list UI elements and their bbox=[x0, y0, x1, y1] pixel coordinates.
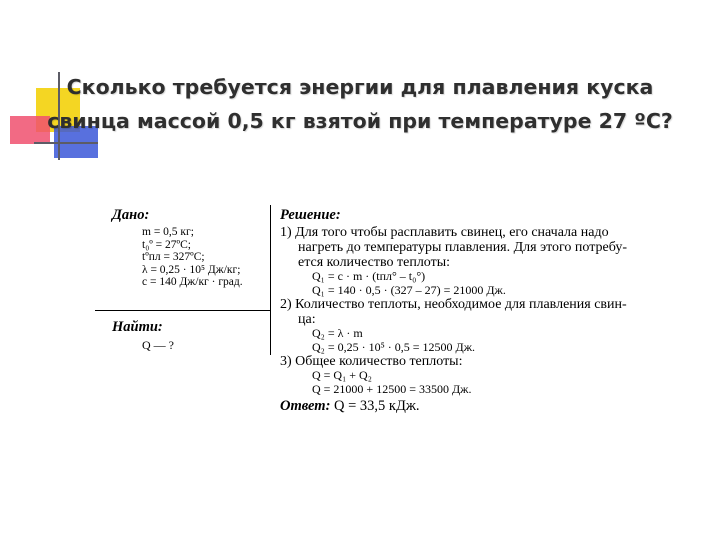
given-line: λ = 0,25 · 10⁵ Дж/кг; bbox=[142, 263, 241, 276]
solution-step-1-line: ется количество теплоты: bbox=[298, 255, 451, 270]
title-line-1: Сколько требуется энергии для плавления куска bbox=[66, 75, 654, 99]
solution-step-1-line: 1) Для того чтобы расплавить свинец, его сначала надо bbox=[280, 225, 609, 240]
given-line: tºпл = 327ºС; bbox=[142, 251, 205, 263]
formula-line: Q₂ = λ · m bbox=[312, 326, 363, 340]
section-divider bbox=[270, 205, 271, 355]
title-line-2: свинца массой 0,5 кг взятой при температуре 27 ºС? bbox=[47, 109, 673, 133]
given-find-divider bbox=[95, 310, 271, 311]
answer-line bbox=[280, 397, 710, 415]
formula-line: Q₂ = 0,25 · 10⁵ · 0,5 = 12500 Дж. bbox=[312, 339, 476, 354]
solution-step-1-line: нагреть до температуры плавления. Для этого потребу- bbox=[298, 240, 627, 255]
find-heading: Найти: bbox=[112, 319, 163, 335]
formula-line: Q = Q₁ + Q₂ bbox=[312, 368, 372, 382]
slide-title bbox=[0, 70, 720, 138]
solution-step-2-line: 2) Количество теплоты, необходимое для плавления свин- bbox=[280, 297, 627, 312]
solution-step-3-line: 3) Общее количество теплоты: bbox=[280, 354, 463, 369]
formula-line: Q = 21000 + 12500 = 33500 Дж. bbox=[312, 381, 472, 396]
find-value: Q — ? bbox=[142, 338, 174, 352]
solution-section bbox=[280, 206, 710, 415]
given-section bbox=[112, 206, 264, 289]
decor-horizontal-line bbox=[34, 142, 98, 144]
given-heading: Дано: bbox=[112, 207, 150, 223]
formula-line: Q₁ = 140 · 0,5 · (327 – 27) = 21000 Дж. bbox=[312, 282, 506, 297]
given-line: t₀º = 27ºС; bbox=[142, 238, 191, 251]
solution-heading: Решение: bbox=[280, 207, 341, 223]
formula-line: Q₁ = c · m · (tпл° – t₀°) bbox=[312, 269, 426, 283]
answer-value: Q = 33,5 кДж. bbox=[334, 398, 420, 414]
find-section bbox=[112, 318, 264, 352]
answer-label: Ответ: bbox=[280, 398, 331, 414]
solution-step-2-line: ца: bbox=[298, 312, 316, 327]
given-line: m = 0,5 кг; bbox=[142, 226, 194, 238]
given-line: c = 140 Дж/кг · град. bbox=[142, 276, 243, 288]
